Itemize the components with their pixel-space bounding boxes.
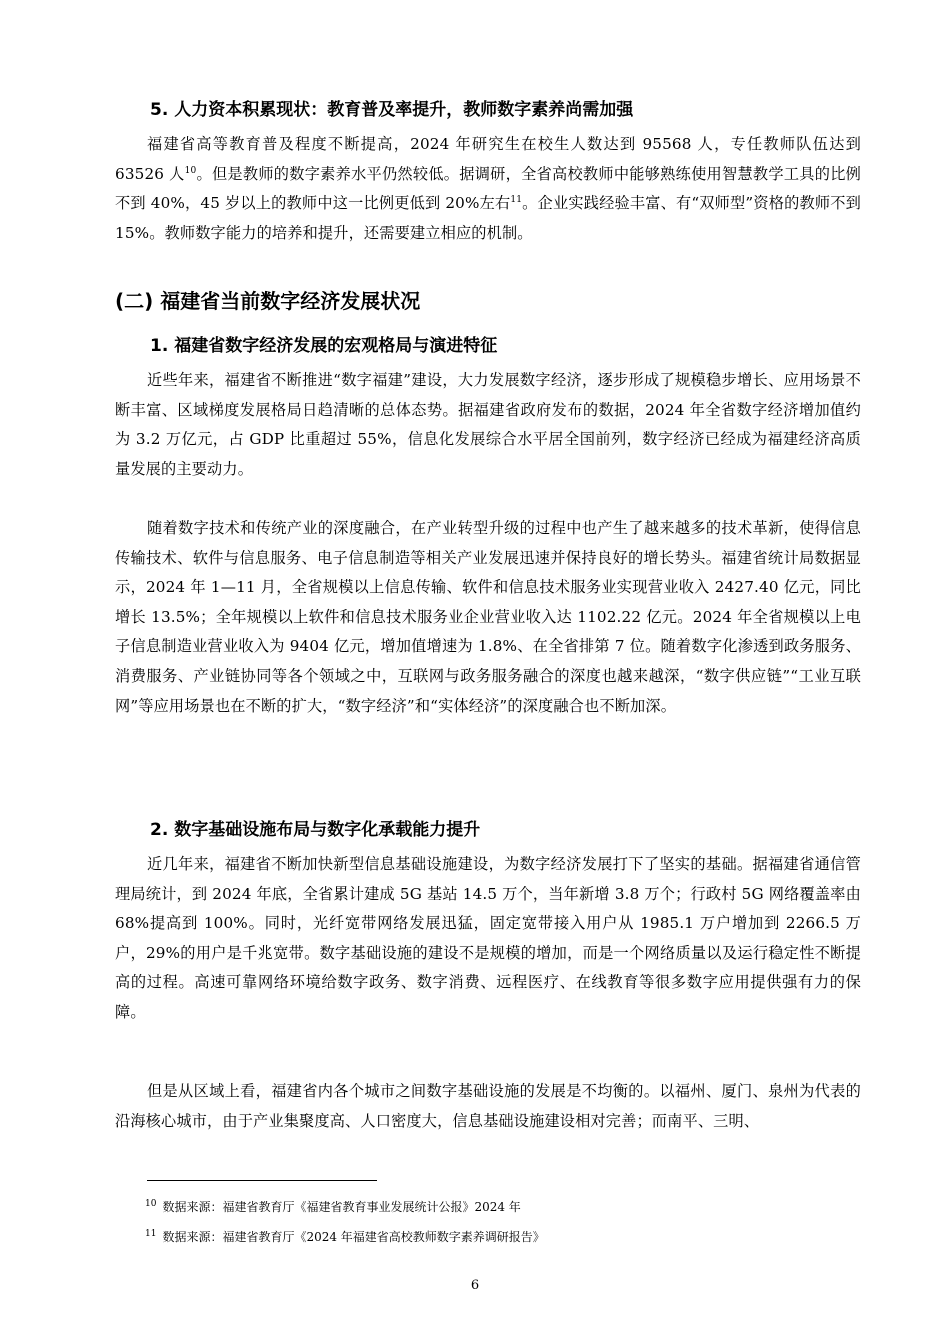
footnote-ref-11[interactable]: 11 <box>510 195 523 206</box>
footnote-text: 数据来源：福建省教育厅《2024 年福建省高校教师数字素养调研报告》 <box>162 1230 545 1244</box>
footnote-text: 数据来源：福建省教育厅《福建省教育事业发展统计公报》2024 年 <box>162 1200 521 1214</box>
footnote-number: 10 <box>145 1199 157 1209</box>
page-number: 6 <box>470 1278 480 1293</box>
subsection-2-paragraph-1: 近几年来，福建省不断加快新型信息基础设施建设，为数字经济发展打下了坚实的基础。据福建省通信管理局统计，到 2024 年底，全省累计建成 5G 基站 14.5 万个，当年新增 3.8 万个；行政村 5G 网络覆盖率由 68%提高到 100%。同时，光纤宽带网络发展迅猛，固定宽带接入用户从 1985.1 万户增加到 2266.5 万户，29%的用户是千兆宽带。数字基础设施的建设不是规模的增加，而是一个网络质量以及运行稳定性不断提高的过程。高速可靠网络环境给数字政务、数字消费、远程医疗、在线教育等很多数字应用提供强有力的保障。 <box>115 855 861 1021</box>
section-5-paragraph: 福建省高等教育普及程度不断提高，2024 年研究生在校生人数达到 95568 人，专任教师队伍达到 63526 人$^{10}$。但是教师的数字素养水平仍然较低。据调研，全省高校教师中能够熟练使用智慧教学工具的比例不到 40%，45 岁以上的教师中这一比例更低到 20%左右$^{11}$。企业实践经验丰富、有“双师型”资格的教师不到 15%。教师数字能力的培养和提升，还需要建立相应的机制。 <box>115 135 861 242</box>
subsection-2-heading: 2. 数字基础设施布局与数字化承载能力提升 <box>150 820 481 840</box>
subsection-1-heading: 1. 福建省数字经济发展的宏观格局与演进特征 <box>150 336 498 356</box>
footnote-number: 11 <box>145 1229 157 1239</box>
footnote-10 <box>145 1196 521 1215</box>
footnote-11 <box>145 1226 545 1245</box>
footnote-ref-10[interactable]: 10 <box>184 165 197 176</box>
section-2-heading: (二) 福建省当前数字经济发展状况 <box>115 289 421 313</box>
subsection-2-paragraph-2: 但是从区域上看，福建省内各个城市之间数字基础设施的发展是不均衡的。以福州、厦门、泉州为代表的沿海核心城市，由于产业集聚度高、人口密度大，信息基础设施建设相对完善；而南平、三明、 <box>115 1082 861 1130</box>
section-5-heading: 5. 人力资本积累现状：教育普及率提升，教师数字素养尚需加强 <box>150 100 634 120</box>
subsection-1-paragraph-2: 随着数字技术和传统产业的深度融合，在产业转型升级的过程中也产生了越来越多的技术革新，使得信息传输技术、软件与信息服务、电子信息制造等相关产业发展迅速并保持良好的增长势头。福建省统计局数据显示，2024 年 1—11 月，全省规模以上信息传输、软件和信息技术服务业实现营业收入 2427.40 亿元，同比增长 13.5%；全年规模以上软件和信息技术服务业企业营业收入达 1102.22 亿元。2024 年全省规模以上电子信息制造业营业收入为 9404 亿元，增加值增速为 1.8%、在全省排第 7 位。随着数字化渗透到政务服务、消费服务、产业链协同等各个领域之中，互联网与政务服务融合的深度也越来越深，“数字供应链”“工业互联网”等应用场景也在不断的扩大，“数字经济”和“实体经济”的深度融合也不断加深。 <box>115 519 861 715</box>
subsection-1-paragraph-1: 近些年来，福建省不断推进“数字福建”建设，大力发展数字经济，逐步形成了规模稳步增长、应用场景不断丰富、区域梯度发展格局日趋清晰的总体态势。据福建省政府发布的数据，2024 年全省数字经济增加值约为 3.2 万亿元，占 GDP 比重超过 55%，信息化发展综合水平居全国前列，数字经济已经成为福建经济高质量发展的主要动力。 <box>115 371 861 478</box>
footnote-separator <box>147 1180 377 1181</box>
